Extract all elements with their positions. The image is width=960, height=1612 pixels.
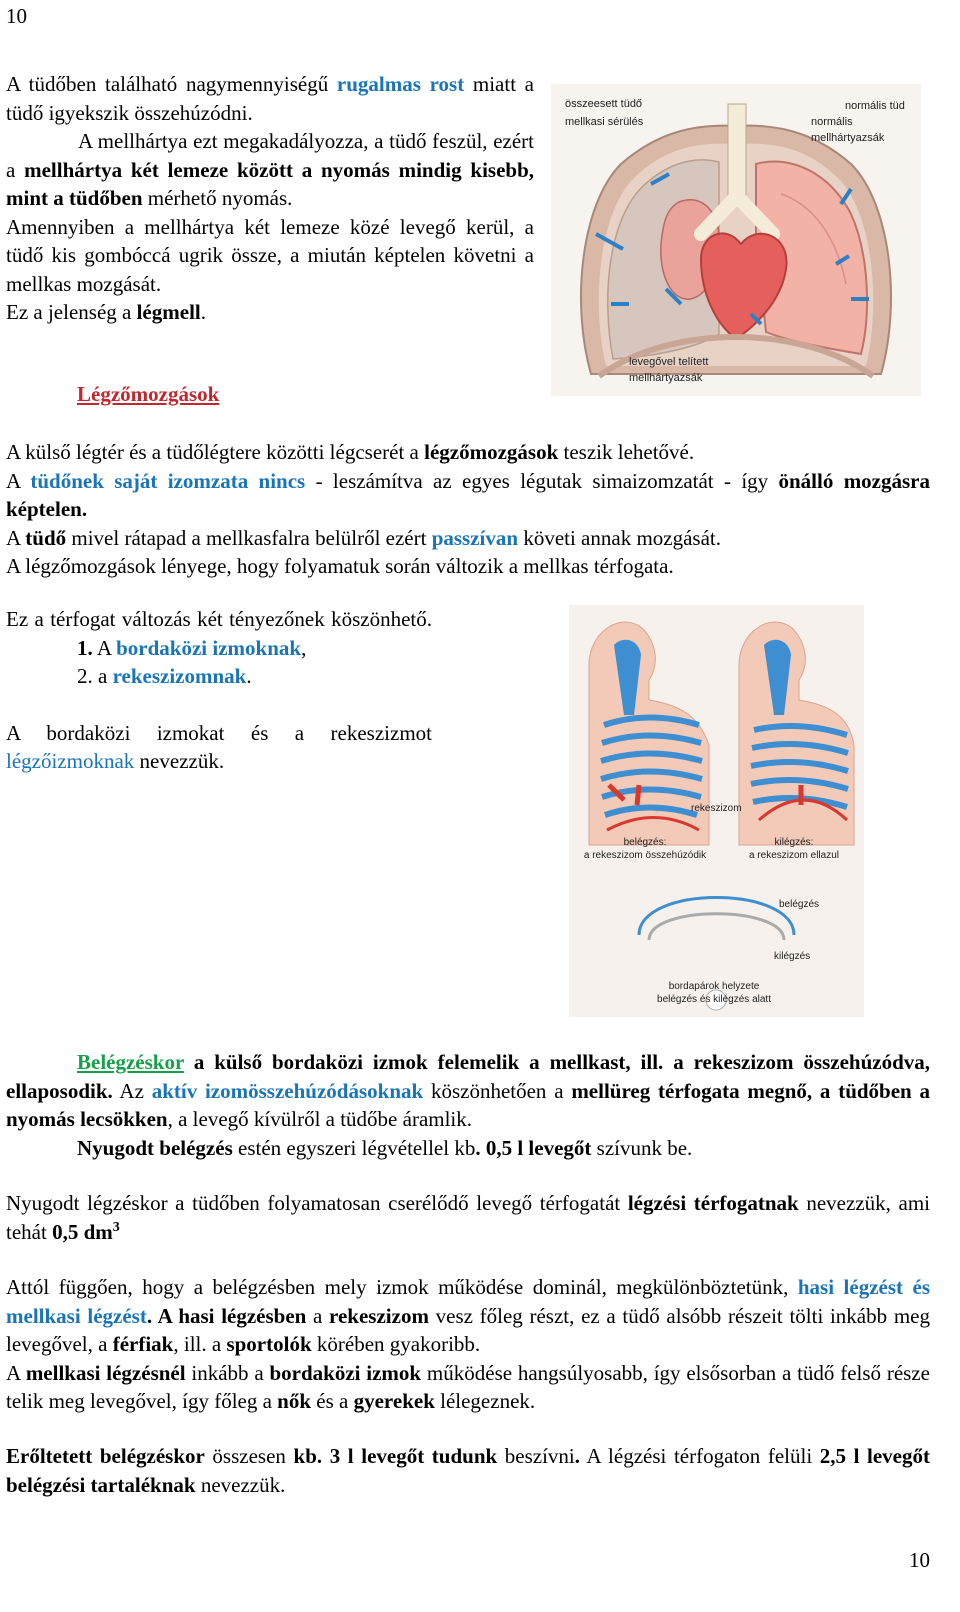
respiratory-movement-text (6, 438, 930, 581)
intro-paragraph-3: Amennyiben a mellhártya két lemeze közé levegő kerül, a tüdő kis gombóccá ugrik össze, a miután képtelen követni a mellkas mozgását. (6, 214, 534, 296)
label-normal-pleura-sac: mellhártyazsák (811, 132, 885, 144)
label-inhale: belégzés: (623, 837, 667, 848)
tidal-volume-text: Nyugodt légzéskor a tüdőben folyamatosan cserélődő levegő térfogatát légzési térfogatnak nevezzük, ami tehát 0,5 $dm^3$ (6, 1191, 930, 1244)
label-rib-position-desc: belégzés és kilégzés alatt (657, 994, 771, 1005)
label-air-filled-sac: mellhártyazsák (629, 372, 703, 384)
chest-breathing-text: A mellkasi légzésnél inkább a bordaközi izmok működése hangsúlyosabb, így elsősorban a tüdő felső része telik meg levegővel, így főleg a nők és a gyerekek lélegeznek. (6, 1360, 930, 1413)
page-number-top: 10 (6, 4, 27, 28)
label-exhale-ribs: kilégzés (774, 951, 811, 962)
factors-block (6, 605, 432, 776)
intro-paragraph-2: A mellhártya ezt megakadályozza, a tüdő feszül, ezért a mellhártya két lemeze között a nyomás mindig kisebb, mint a tüdőben mérhető nyomás. (6, 129, 534, 210)
factor-item-2: 2. a rekeszizomnak. (77, 664, 252, 688)
label-inhale-ribs: belégzés (779, 899, 820, 910)
label-exhale: kilégzés: (774, 837, 814, 848)
label-diaphragm: rekeszizom (691, 803, 742, 814)
breathing-types-text: Attól függően, hogy a belégzésben mely izmok működése dominál, megkülönböztetünk, hasi légzést és mellkasi légzést. A hasi légzésben a rekeszizom vesz főleg részt, ez a tüdő alsóbb részeit tölti inkább meg levegővel, a férfiak, ill. a sportolók körében gyakoribb. (6, 1275, 930, 1356)
section-title: Légzőmozgások (77, 382, 220, 406)
breathing-muscles-figure (569, 605, 864, 1017)
inhale-text: Belégzéskor a külső bordaközi izmok felemelik a mellkast, ill. a rekeszizom összehúzódva, ellaposodik. Az aktív izomösszehúzódásoknak köszönhetően a mellüreg térfogata megnő, a tüdőben a nyomás lecsökken, a levegő kívülről a tüdőbe áramlik. (6, 1050, 931, 1131)
quiet-inhale-text: Nyugodt belégzés estén egyszeri légvétellel kb. 0,5 l levegőt szívunk be. (77, 1135, 693, 1160)
breathing-types-paragraph (6, 1273, 930, 1416)
forced-inhale-paragraph (6, 1442, 930, 1499)
label-rib-position: bordapárok helyzete (668, 981, 760, 992)
label-normal-lung: normális tüd (845, 100, 905, 112)
section1-line-3: A tüdő mivel rátapad a mellkasfalra belülről ezért passzívan követi annak mozgását. (6, 525, 721, 550)
forced-inhale-text: Erőltetett belégzéskor összesen kb. 3 l levegőt tudunk beszívni. A légzési térfogaton felüli 2,5 l levegőt belégzési tartaléknak nevezzük. (6, 1444, 930, 1497)
label-inhale-desc: a rekeszizom összehúzódik (583, 850, 707, 861)
label-exhale-desc: a rekeszizom ellazul (748, 850, 840, 861)
intro-text (6, 70, 534, 327)
label-collapsed-lung: összeesett tüdő (565, 98, 643, 110)
label-normal-pleura: normális (811, 116, 853, 128)
section1-line-4: A légzőmozgások lényege, hogy folyamatuk során változik a mellkas térfogata. (6, 554, 674, 578)
section1-line-1: A külső légtér és a tüdőlégtere közötti légcserét a légzőmozgások teszik lehetővé. (6, 440, 695, 464)
lung-pneumothorax-figure (551, 84, 921, 396)
inhale-paragraph (6, 1048, 930, 1162)
lung-illustration (551, 84, 921, 396)
section1-line-2: A tüdőnek saját izomzata nincs - leszámítva az egyes légutak simaizomzatát - így önálló mozgásra képtelen. (6, 468, 930, 521)
page-number-bottom: 10 (909, 1548, 930, 1572)
label-air-filled: levegővel telített (629, 356, 709, 368)
respiratory-muscles-naming: A bordaközi izmokat és a rekeszizmot légzőizmoknak nevezzük. (6, 720, 432, 773)
factors-intro: Ez a térfogat változás két tényezőnek köszönhető. (6, 607, 432, 631)
tidal-volume-paragraph (6, 1189, 930, 1246)
label-chest-injury: mellkasi sérülés (565, 116, 644, 128)
intro-paragraph-1: A tüdőben található nagymennyiségű rugalmas rost miatt a tüdő igyekszik összehúzódni. (6, 72, 535, 125)
intro-paragraph-4: Ez a jelenség a légmell. (6, 300, 206, 324)
factor-item-1: 1. A bordaközi izmoknak, (77, 635, 307, 660)
